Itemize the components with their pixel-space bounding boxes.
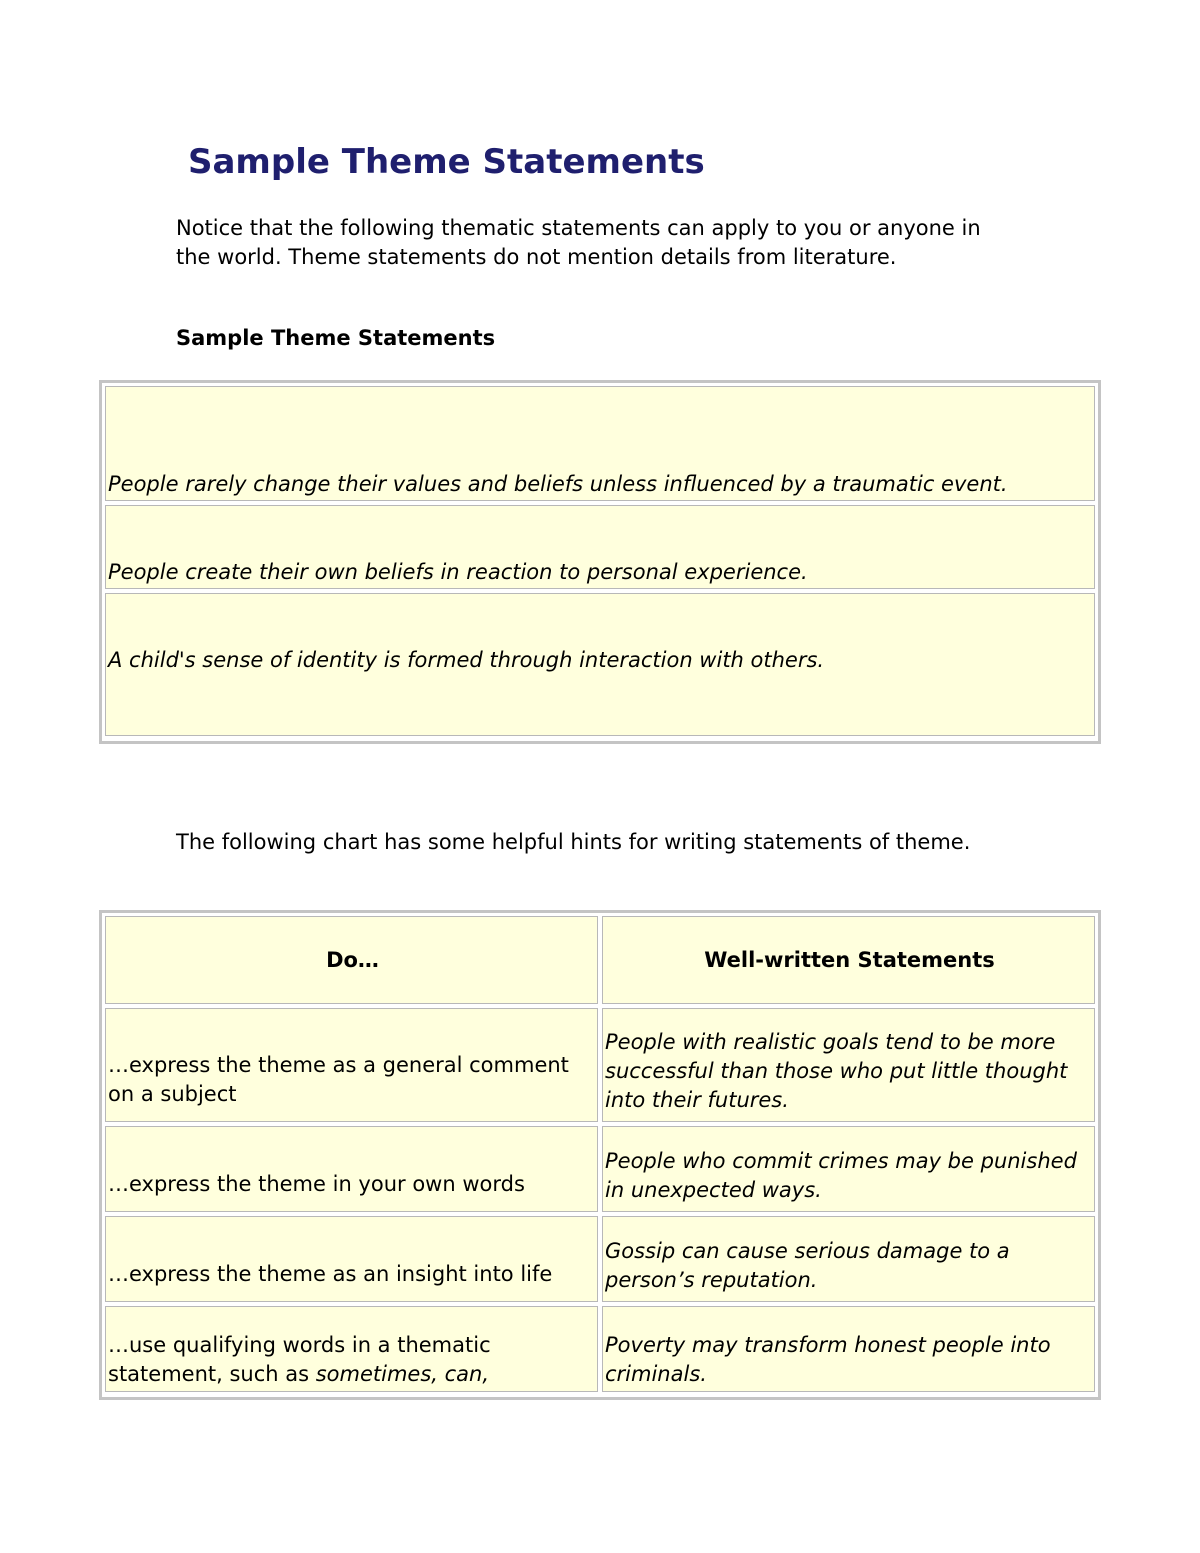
table-row xyxy=(105,593,1095,736)
qualifying-words: sometimes, can, xyxy=(315,1362,490,1386)
table-row xyxy=(105,1216,1095,1302)
table-row xyxy=(105,1126,1095,1212)
do-cell: …express the theme as a general comment on a subject xyxy=(105,1008,598,1122)
sample-statements-table xyxy=(99,380,1101,744)
hint-intro-paragraph: The following chart has some helpful hints for writing statements of theme. xyxy=(176,830,971,854)
do-cell: …express the theme in your own words xyxy=(105,1126,598,1212)
example-cell: People with realistic goals tend to be more successful than those who put little thought into their futures. xyxy=(602,1008,1095,1122)
do-text: …use qualifying words in a thematic statement, such as xyxy=(108,1333,491,1386)
page-title: Sample Theme Statements xyxy=(188,142,705,182)
header-well-written: Well-written Statements xyxy=(602,916,1095,1004)
example-cell: Poverty may transform honest people into criminals. xyxy=(602,1306,1095,1392)
table-row xyxy=(105,386,1095,501)
do-cell xyxy=(105,1306,598,1392)
example-cell: Gossip can cause serious damage to a person’s reputation. xyxy=(602,1216,1095,1302)
statement-cell: People rarely change their values and beliefs unless influenced by a traumatic event. xyxy=(105,386,1095,501)
statement-cell: People create their own beliefs in reaction to personal experience. xyxy=(105,505,1095,589)
sample-statements-heading: Sample Theme Statements xyxy=(176,326,496,350)
header-do: Do… xyxy=(105,916,598,1004)
table-row xyxy=(105,1008,1095,1122)
statement-cell: A child's sense of identity is formed through interaction with others. xyxy=(105,593,1095,736)
example-cell: People who commit crimes may be punished in unexpected ways. xyxy=(602,1126,1095,1212)
table-row xyxy=(105,1306,1095,1392)
do-cell: …express the theme as an insight into life xyxy=(105,1216,598,1302)
table-row xyxy=(105,505,1095,589)
intro-paragraph: Notice that the following thematic statements can apply to you or anyone in the world. Theme statements do not mention details from literature. xyxy=(176,216,981,269)
table-header-row xyxy=(105,916,1095,1004)
hints-table xyxy=(99,910,1101,1400)
